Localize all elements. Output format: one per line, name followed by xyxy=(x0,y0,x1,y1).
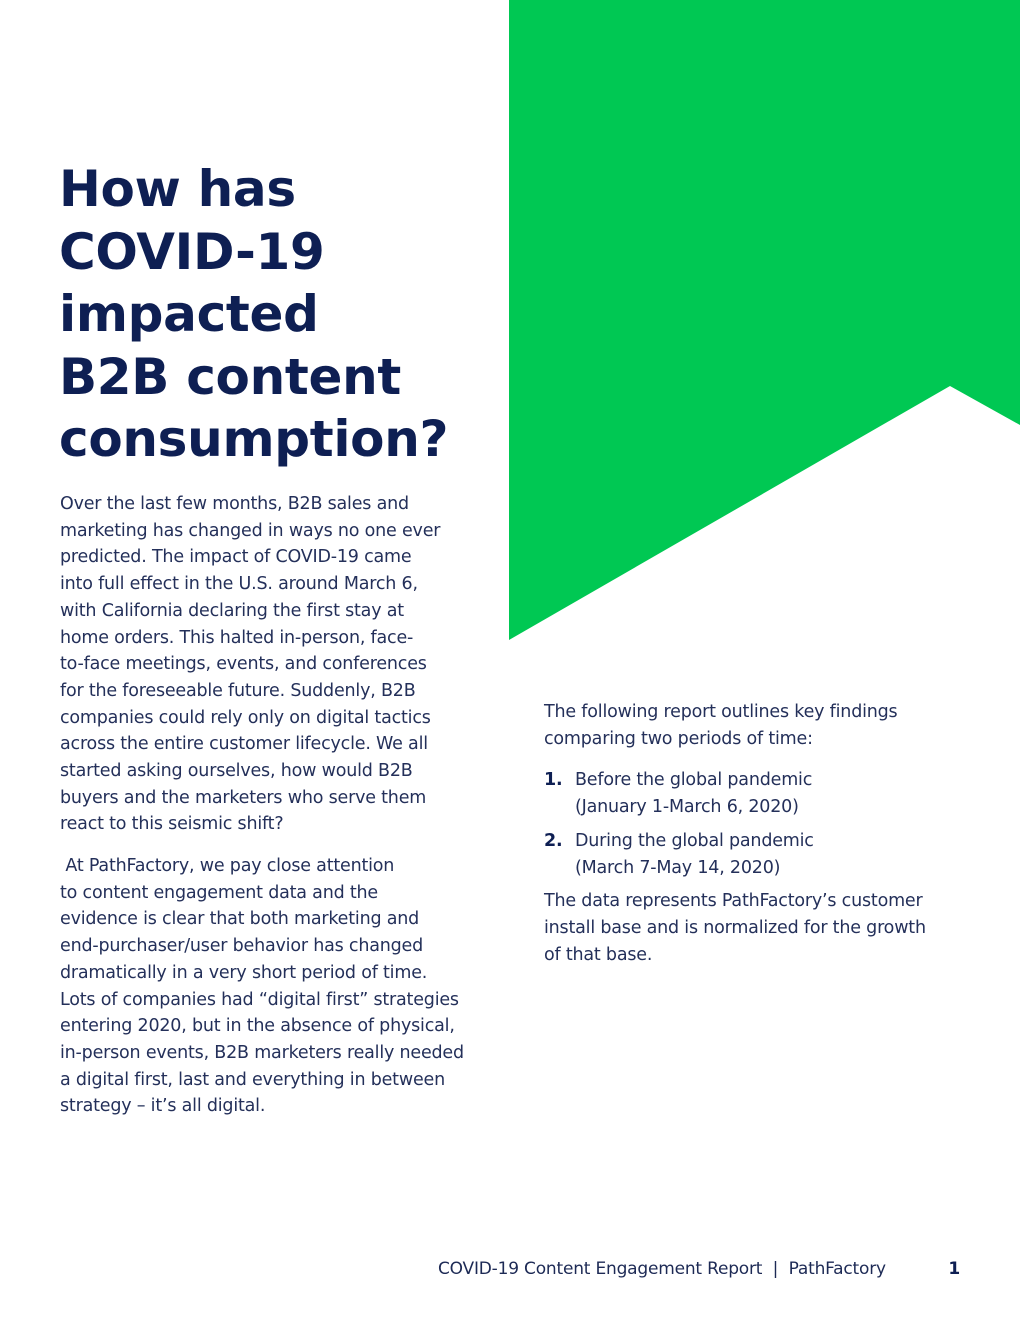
pathfactory-paragraph xyxy=(60,853,490,1120)
text-line: buyers and the marketers who serve them xyxy=(60,787,427,808)
text-line: The following report outlines key findings xyxy=(544,702,898,722)
text-line: a digital first, last and everything in between xyxy=(60,1069,445,1090)
text-line: Lots of companies had “digital first” strategies xyxy=(60,989,459,1010)
title-line: How has xyxy=(59,160,296,218)
text-line: marketing has changed in ways no one ever xyxy=(60,520,441,541)
text-line: across the entire customer lifecycle. We all xyxy=(60,734,428,755)
text-line: to content engagement data and the xyxy=(60,882,378,903)
text-line: with California declaring the first stay at xyxy=(60,600,404,621)
green-banner-polygon xyxy=(509,0,1020,640)
period-item xyxy=(544,828,974,881)
text-line: started asking ourselves, how would B2B xyxy=(60,761,413,782)
green-banner-shape xyxy=(509,0,1020,640)
text-line: in-person events, B2B marketers really needed xyxy=(60,1042,464,1063)
period-label: Before the global pandemic xyxy=(575,770,813,791)
period-number: 1. xyxy=(544,770,563,791)
text-line: strategy – it’s all digital. xyxy=(60,1096,266,1117)
text-line: predicted. The impact of COVID-19 came xyxy=(60,547,412,568)
text-line: home orders. This halted in-person, face- xyxy=(60,627,414,648)
report-intro xyxy=(544,699,974,752)
data-note xyxy=(544,888,974,968)
text-line: The data represents PathFactory’s customer xyxy=(544,891,923,912)
period-number: 2. xyxy=(544,830,563,851)
title-line: COVID-19 xyxy=(59,222,325,281)
period-label: During the global pandemic xyxy=(575,830,814,851)
text-line: At PathFactory, we pay close attention xyxy=(60,856,395,876)
text-line: to-face meetings, events, and conferences xyxy=(60,654,427,675)
intro-paragraph xyxy=(60,491,490,838)
text-line: comparing two periods of time: xyxy=(544,728,813,749)
period-dates: (January 1-March 6, 2020) xyxy=(575,797,799,818)
footer-report-name: COVID-19 Content Engagement Report | PathFactory xyxy=(438,1259,886,1279)
period-list xyxy=(544,767,974,881)
title-line: B2B content xyxy=(59,347,402,406)
text-line: of that base. xyxy=(544,944,653,965)
text-line: companies could rely only on digital tactics xyxy=(60,707,431,728)
text-line: for the foreseeable future. Suddenly, B2B xyxy=(60,680,416,701)
text-line: react to this seismic shift? xyxy=(60,814,284,835)
text-line: evidence is clear that both marketing and xyxy=(60,909,420,930)
text-line: install base and is normalized for the growth xyxy=(544,917,926,938)
text-line: dramatically in a very short period of time. xyxy=(60,962,428,983)
title-line: impacted xyxy=(59,285,319,343)
text-line: into full effect in the U.S. around March 6, xyxy=(60,574,418,595)
page-number: 1 xyxy=(948,1259,960,1279)
period-item xyxy=(544,767,974,820)
text-line: entering 2020, but in the absence of physical, xyxy=(60,1016,455,1037)
title-line: consumption? xyxy=(59,410,449,468)
period-dates: (March 7-May 14, 2020) xyxy=(575,857,781,878)
page-footer xyxy=(438,1259,968,1289)
text-line: Over the last few months, B2B sales and xyxy=(60,494,409,514)
text-line: end-purchaser/user behavior has changed xyxy=(60,936,424,957)
report-scope-section xyxy=(544,699,974,968)
page-title xyxy=(59,158,479,471)
